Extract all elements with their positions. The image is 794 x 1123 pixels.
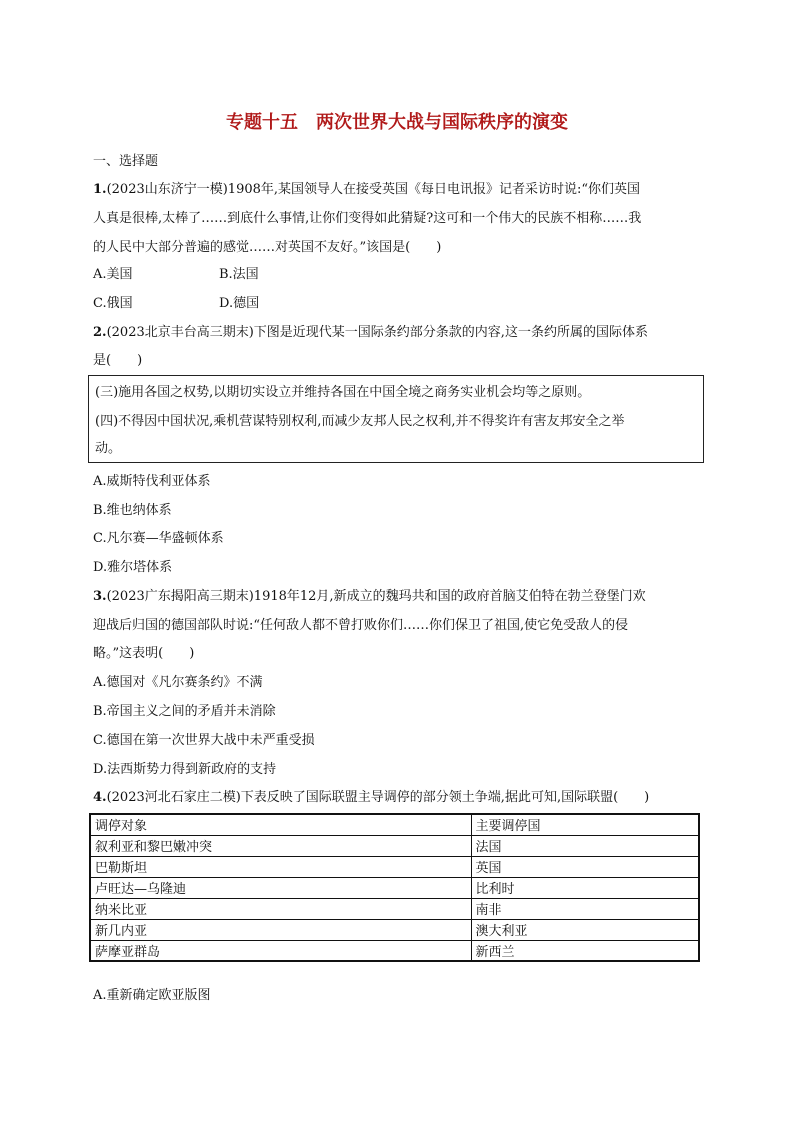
option-a: A.美国	[93, 267, 133, 282]
question-2-line-2: 是( )	[93, 353, 143, 368]
table-row	[90, 856, 699, 877]
option-a: A.威斯特伐利亚体系	[93, 474, 211, 489]
treaty-clause-4: (四)不得因中国状况,乘机营谋特别权利,而减少友邦人民之权利,并不得奖许有害友邦安全之举	[95, 414, 625, 429]
table-cell: 英国	[471, 856, 699, 877]
question-1-line-3: 的人民中大部分普遍的感觉……对英国不友好。”该国是( )	[93, 240, 442, 255]
table-cell: 叙利亚和黎巴嫩冲突	[90, 835, 471, 856]
table-cell: 澳大利亚	[471, 919, 699, 940]
table-cell: 巴勒斯坦	[90, 856, 471, 877]
option-b: B.维也纳体系	[93, 503, 172, 518]
table-cell: 萨摩亚群岛	[90, 940, 471, 961]
table-cell: 新西兰	[471, 940, 699, 961]
option-d: D.法西斯势力得到新政府的支持	[93, 762, 277, 777]
question-number: 3.	[93, 589, 107, 604]
table-row	[90, 835, 699, 856]
question-2-line-1	[93, 324, 648, 341]
option-c: C.凡尔赛—华盛顿体系	[93, 531, 224, 546]
table-cell: 法国	[471, 835, 699, 856]
option-d: D.雅尔塔体系	[93, 560, 173, 575]
table-header-row	[90, 814, 699, 835]
table-header: 调停对象	[90, 814, 471, 835]
table-cell: 比利时	[471, 877, 699, 898]
question-number: 4.	[93, 790, 107, 805]
question-1-line-1	[93, 181, 640, 198]
treaty-clause-3: (三)施用各国之权势,以期切实设立并维持各国在中国全境之商务实业机会均等之原则。	[95, 385, 591, 400]
table-row	[90, 877, 699, 898]
question-number: 1.	[93, 182, 107, 197]
option-a: A.重新确定欧亚版图	[93, 988, 211, 1003]
page-title: 专题十五 两次世界大战与国际秩序的演变	[226, 112, 568, 133]
option-c: C.德国在第一次世界大战中未严重受损	[93, 733, 315, 748]
mediation-table	[89, 813, 700, 962]
table-row	[90, 919, 699, 940]
table-cell: 新几内亚	[90, 919, 471, 940]
table-header: 主要调停国	[471, 814, 699, 835]
question-text: (2023山东济宁一模)1908年,某国领导人在接受英国《每日电讯报》记者采访时说:“你们英国	[106, 182, 641, 197]
question-3-line-2: 迎战后归国的德国部队时说:“任何敌人都不曾打败你们……你们保卫了祖国,使它免受敌人的侵	[93, 618, 629, 633]
table-cell: 卢旺达—乌隆迪	[90, 877, 471, 898]
option-c: C.俄国	[93, 296, 133, 311]
option-b: B.法国	[219, 267, 259, 282]
treaty-excerpt-box	[88, 375, 704, 463]
table-cell: 南非	[471, 898, 699, 919]
section-heading: 一、选择题	[93, 154, 159, 169]
question-text: (2023广东揭阳高三期末)1918年12月,新成立的魏玛共和国的政府首脑艾伯特在勃兰登堡门欢	[106, 589, 646, 604]
question-text: (2023河北石家庄二模)下表反映了国际联盟主导调停的部分领土争端,据此可知,国际联盟( )	[106, 790, 650, 805]
question-text: (2023北京丰台高三期末)下图是近现代某一国际条约部分条款的内容,这一条约所属的国际体系	[106, 325, 648, 340]
table-row	[90, 898, 699, 919]
option-d: D.德国	[219, 296, 260, 311]
option-b: B.帝国主义之间的矛盾并未消除	[93, 704, 276, 719]
option-a: A.德国对《凡尔赛条约》不满	[93, 675, 263, 690]
question-3-line-3: 略。”这表明( )	[93, 646, 195, 661]
question-3-line-1	[93, 588, 646, 605]
question-number: 2.	[93, 325, 107, 340]
table-cell: 纳米比亚	[90, 898, 471, 919]
table-row	[90, 940, 699, 961]
treaty-clause-4-cont: 动。	[95, 441, 122, 456]
question-1-line-2: 人真是很棒,太棒了……到底什么事情,让你们变得如此猜疑?这可和一个伟大的民族不相称……我	[93, 211, 642, 226]
question-4-line-1	[93, 789, 649, 806]
